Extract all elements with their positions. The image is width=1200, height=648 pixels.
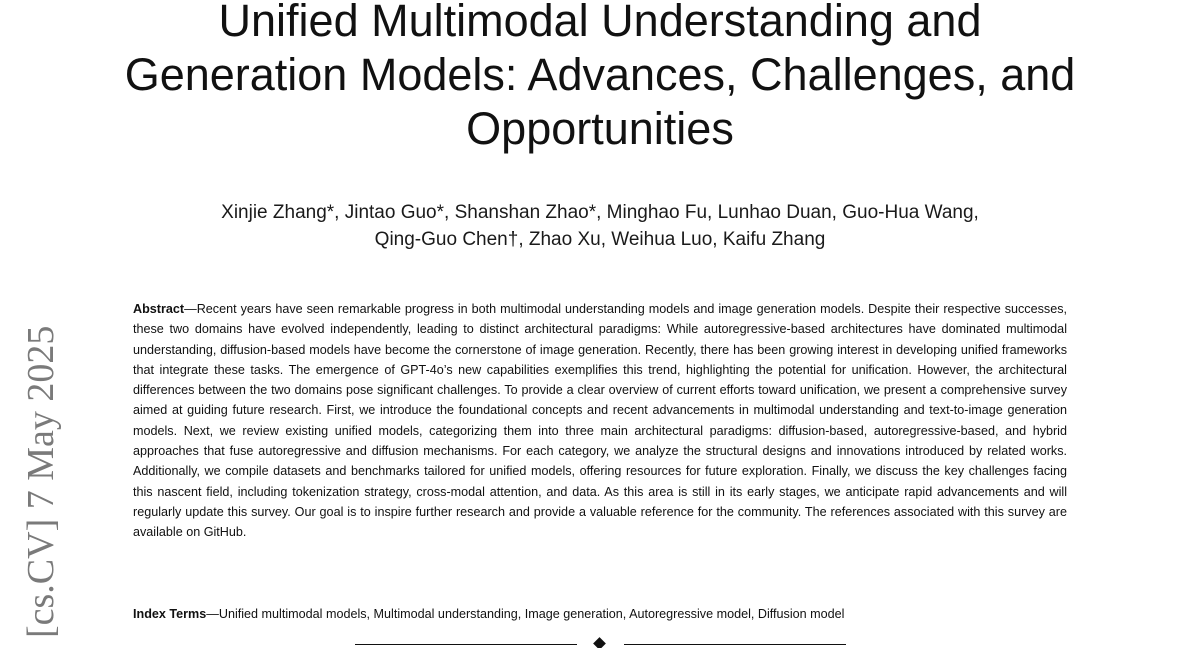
- index-terms-label: Index Terms: [133, 607, 207, 621]
- author-line: Xinjie Zhang*, Jintao Guo*, Shanshan Zhao*, Minghao Fu, Lunhao Duan, Guo-Hua Wang,: [221, 202, 979, 223]
- title-line: Unified Multimodal Understanding and: [218, 0, 982, 46]
- abstract-text: —Recent years have seen remarkable progress in both multimodal understanding models and image generation models. Despite their respective successes, these two domains have evolved independently, leading to distinct architectural paradigms: While autoregressive-based architectures have dominated multimodal understanding, diffusion-based models have become the cornerstone of image generation. Recently, there has been growing interest in developing unified frameworks that integrate these tasks. The emergence of GPT-4o’s new capabilities exemplifies this trend, highlighting the potential for unification. However, the architectural differences between the two domains pose significant challenges. To provide a clear overview of current efforts toward unification, we present a comprehensive survey aimed at guiding future research. First, we introduce the foundational concepts and recent advancements in multimodal understanding and text-to-image generation models. Next, we review existing unified models, categorizing them into three main architectural paradigms: diffusion-based, autoregressive-based, and hybrid approaches that fuse autoregressive and diffusion mechanisms. For each category, we analyze the structural designs and innovations introduced by related works. Additionally, we compile datasets and benchmarks tailored for unified models, offering resources for future exploration. Finally, we discuss the key challenges facing this nascent field, including tokenization strategy, cross-modal attention, and data. As this area is still in its early stages, we anticipate rapid advancements and will regularly update this survey. Our goal is to inspire further research and provide a valuable reference for the community. The references associated with this survey are available on GitHub.: [133, 302, 1067, 540]
- abstract: [133, 299, 1067, 543]
- author-line: Qing-Guo Chen†, Zhao Xu, Weihua Luo, Kaifu Zhang: [374, 229, 826, 250]
- paper-title: [0, 0, 1200, 156]
- author-list: [0, 199, 1200, 253]
- diamond-icon: [593, 637, 606, 648]
- index-terms-text: —Unified multimodal models, Multimodal understanding, Image generation, Autoregressive model, Diffusion model: [206, 607, 845, 621]
- abstract-label: Abstract: [133, 302, 185, 316]
- title-line: Opportunities: [466, 103, 734, 154]
- title-line: Generation Models: Advances, Challenges, and: [124, 49, 1076, 100]
- section-divider-right: [624, 644, 846, 645]
- arxiv-stamp: [cs.CV] 7 May 2025: [20, 325, 62, 638]
- section-divider-left: [355, 644, 577, 645]
- index-terms: [133, 604, 1067, 624]
